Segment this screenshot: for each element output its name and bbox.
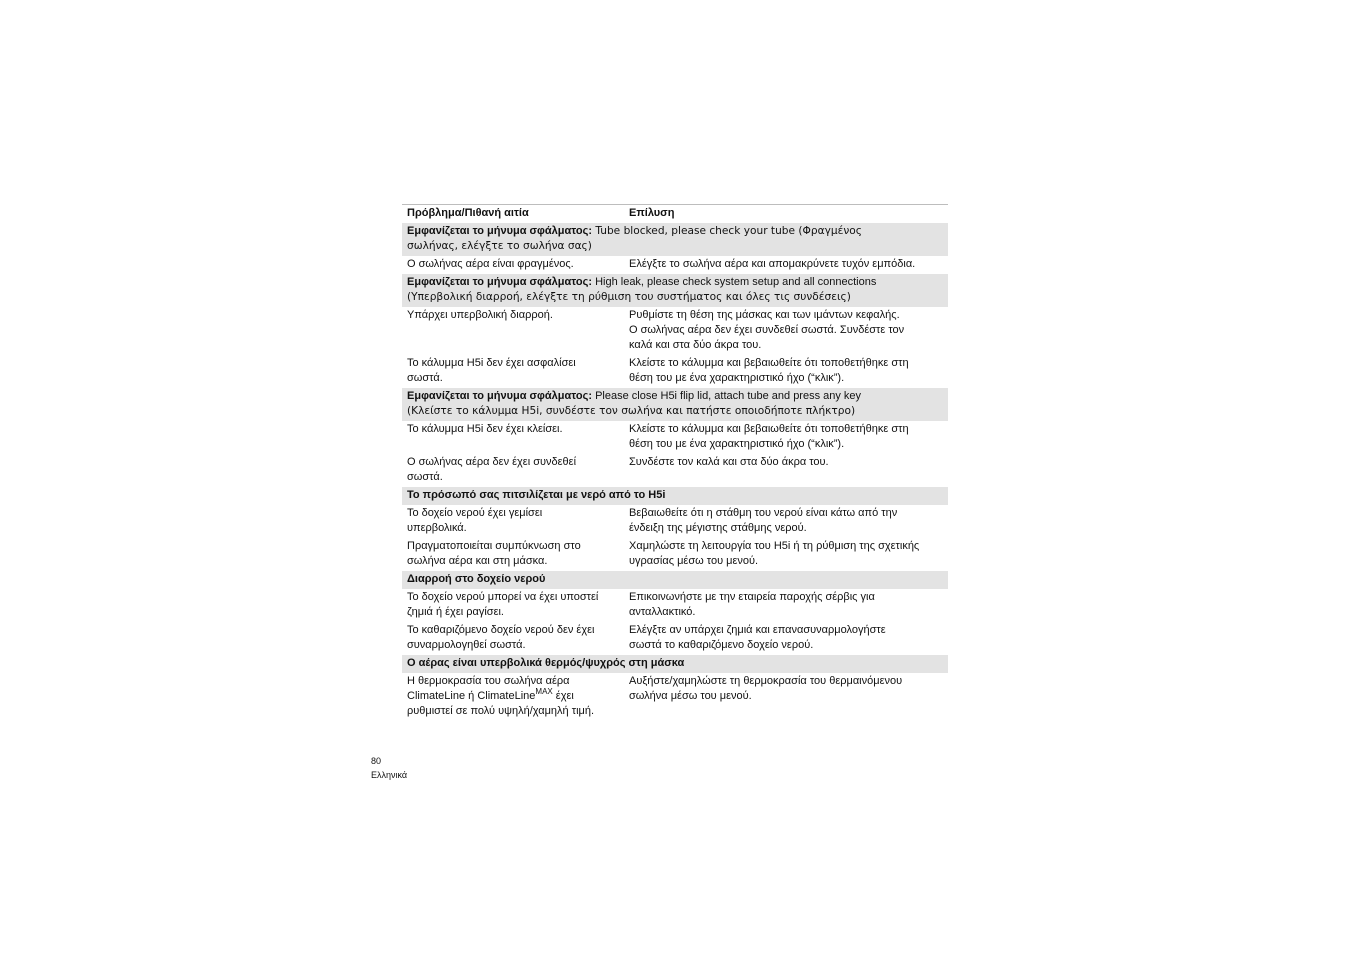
error-message-label: Εμφανίζεται το μήνυμα σφάλματος: xyxy=(407,390,593,402)
cause-cell xyxy=(402,505,624,538)
error-message-label: Εμφανίζεται το μήνυμα σφάλματος: xyxy=(407,225,593,237)
table-row xyxy=(402,505,948,538)
cause-line: Το κάλυμμα H5i δεν έχει ασφαλίσει xyxy=(407,357,576,369)
section-title: Διαρροή στο δοχείο νερού xyxy=(402,571,948,589)
solution-cell xyxy=(624,673,948,721)
solution-line: Ο σωλήνας αέρα δεν έχει συνδεθεί σωστά. Συνδέστε τον xyxy=(629,324,905,336)
cause-line: σωστά. xyxy=(407,372,443,384)
solution-cell xyxy=(624,505,948,538)
cause-cell xyxy=(402,355,624,388)
table-row xyxy=(402,673,948,721)
cause-line: συναρμολογηθεί σωστά. xyxy=(407,639,526,651)
solution-line: Ελέγξτε αν υπάρχει ζημιά και επανασυναρμολογήστε xyxy=(629,624,886,636)
cause-line: Το καθαριζόμενο δοχείο νερού δεν έχει xyxy=(407,624,595,636)
section-header-tube-blocked xyxy=(402,223,948,256)
solution-cell xyxy=(624,589,948,622)
cause-line: Το δοχείο νερού έχει γεμίσει xyxy=(407,507,543,519)
cause-cell xyxy=(402,454,624,487)
cause-cell xyxy=(402,538,624,571)
cause-text: έχει xyxy=(552,690,574,702)
troubleshooting-table xyxy=(402,204,948,721)
solution-line: Επικοινωνήστε με την εταιρεία παροχής σέρβις για xyxy=(629,591,875,603)
table-row xyxy=(402,421,948,454)
table-row xyxy=(402,538,948,571)
solution-line: Αυξήστε/χαμηλώστε τη θερμοκρασία του θερμαινόμενου xyxy=(629,675,903,687)
solution-line: θέση του με ένα χαρακτηριστικό ήχο (“κλικ”). xyxy=(629,438,845,450)
solution-cell: Συνδέστε τον καλά και στα δύο άκρα του. xyxy=(629,456,829,468)
error-message-translation: (Κλείστε το κάλυμμα H5i, συνδέστε τον σωλήνα και πατήστε οποιοδήποτε πλήκτρο) xyxy=(407,405,856,417)
table-row xyxy=(402,307,948,355)
superscript-max: MAX xyxy=(535,687,553,696)
cause-cell xyxy=(402,589,624,622)
cause-line: σωστά. xyxy=(407,471,443,483)
page-number: 80 xyxy=(371,756,382,766)
section-header-flip-lid xyxy=(402,388,948,421)
section-header-air-temperature xyxy=(402,655,948,673)
error-message-translation: (Υπερβολική διαρροή, ελέγξτε τη ρύθμιση του συστήματος και όλες τις συνδέσεις) xyxy=(407,291,851,303)
solution-cell xyxy=(624,421,948,454)
cause-line: Πραγματοποιείται συμπύκνωση στο xyxy=(407,540,581,552)
error-message-text: High leak, please check system setup and all connections xyxy=(592,276,877,288)
cause-line: Το δοχείο νερού μπορεί να έχει υποστεί xyxy=(407,591,599,603)
error-message-text: Please close H5i flip lid, attach tube and press any key xyxy=(592,390,862,402)
solution-cell xyxy=(624,355,948,388)
solution-line: υγρασίας μέσω του μενού. xyxy=(629,555,759,567)
cause-line: Η θερμοκρασία του σωλήνα αέρα xyxy=(407,675,570,687)
cause-line: ρυθμιστεί σε πολύ υψηλή/χαμηλή τιμή. xyxy=(407,705,595,717)
cause-cell: Το κάλυμμα H5i δεν έχει κλείσει. xyxy=(407,423,563,435)
error-message-text: Tube blocked, please check your tube (Φραγμένος xyxy=(592,225,862,237)
solution-cell xyxy=(624,538,948,571)
cause-cell xyxy=(402,622,624,655)
header-solution: Επίλυση xyxy=(629,207,675,219)
header-problem: Πρόβλημα/Πιθανή αιτία xyxy=(407,207,529,219)
section-header-high-leak xyxy=(402,274,948,307)
solution-line: Χαμηλώστε τη λειτουργία του H5i ή τη ρύθμιση της σχετικής xyxy=(629,540,920,552)
solution-line: ανταλλακτικό. xyxy=(629,606,696,618)
section-title: Το πρόσωπό σας πιτσιλίζεται με νερό από το H5i xyxy=(402,487,948,505)
cause-line: ζημιά ή έχει ραγίσει. xyxy=(407,606,504,618)
table-row xyxy=(402,355,948,388)
solution-line: καλά και στα δύο άκρα του. xyxy=(629,339,762,351)
cause-line xyxy=(407,689,620,704)
solution-cell: Ελέγξτε το σωλήνα αέρα και απομακρύνετε τυχόν εμπόδια. xyxy=(629,258,916,270)
section-title: Ο αέρας είναι υπερβολικά θερμός/ψυχρός στη μάσκα xyxy=(402,655,948,673)
table-row xyxy=(402,589,948,622)
table-row xyxy=(402,454,948,487)
solution-cell xyxy=(624,622,948,655)
solution-line: Βεβαιωθείτε ότι η στάθμη του νερού είναι κάτω από την xyxy=(629,507,898,519)
table-row xyxy=(402,256,948,274)
cause-cell: Υπάρχει υπερβολική διαρροή. xyxy=(407,309,553,321)
table-header-row xyxy=(402,205,948,224)
solution-line: Ρυθμίστε τη θέση της μάσκας και των ιμάντων κεφαλής. xyxy=(629,309,900,321)
cause-cell: Ο σωλήνας αέρα είναι φραγμένος. xyxy=(407,258,574,270)
cause-line: υπερβολικά. xyxy=(407,522,467,534)
solution-line: θέση του με ένα χαρακτηριστικό ήχο (“κλικ”). xyxy=(629,372,845,384)
solution-cell xyxy=(624,307,948,355)
error-message-label: Εμφανίζεται το μήνυμα σφάλματος: xyxy=(407,276,593,288)
solution-line: Κλείστε το κάλυμμα και βεβαιωθείτε ότι τοποθετήθηκε στη xyxy=(629,423,909,435)
error-message-translation: σωλήνας, ελέγξτε το σωλήνα σας) xyxy=(407,240,592,252)
cause-text: ClimateLine ή ClimateLine xyxy=(407,690,536,702)
cause-cell xyxy=(402,673,624,721)
solution-line: Κλείστε το κάλυμμα και βεβαιωθείτε ότι τοποθετήθηκε στη xyxy=(629,357,909,369)
solution-line: σωστά το καθαριζόμενο δοχείο νερού. xyxy=(629,639,814,651)
cause-line: Ο σωλήνας αέρα δεν έχει συνδεθεί xyxy=(407,456,577,468)
solution-line: σωλήνα μέσω του μενού. xyxy=(629,690,752,702)
page-language: Ελληνικά xyxy=(371,770,408,780)
section-header-water-leak xyxy=(402,571,948,589)
solution-line: ένδειξη της μέγιστης στάθμης νερού. xyxy=(629,522,807,534)
table-row xyxy=(402,622,948,655)
cause-line: σωλήνα αέρα και στη μάσκα. xyxy=(407,555,548,567)
section-header-water-splash xyxy=(402,487,948,505)
